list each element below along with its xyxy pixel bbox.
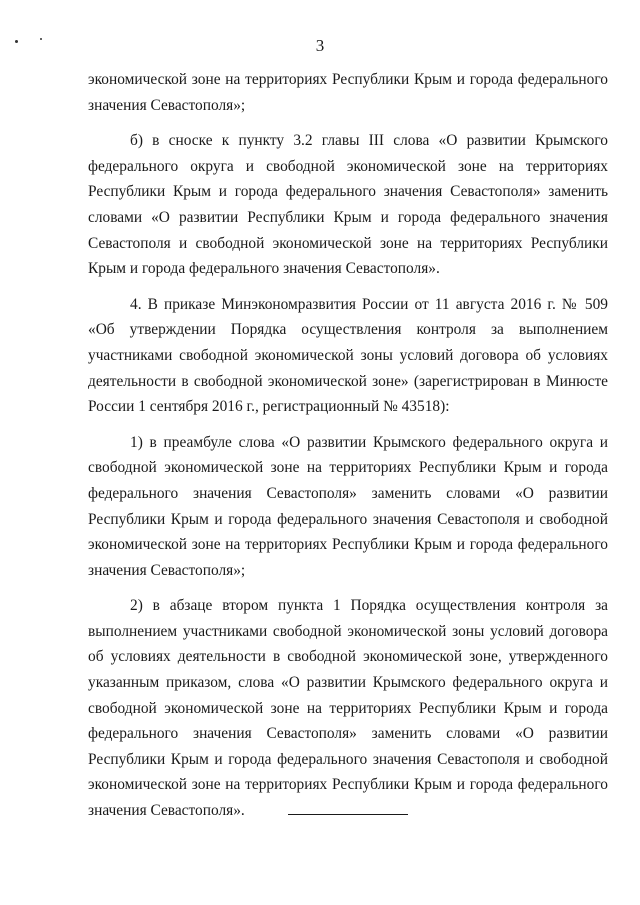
- paragraph-continuation: экономической зоне на территориях Республики Крым и города федерального значения Севастополя»;: [88, 71, 608, 114]
- paragraph-item-b: б) в сноске к пункту 3.2 главы III слова «О развитии Крымского федерального округа и свободной экономической зоне на территориях Республики Крым и города федерального значения Севастополя» заменить словами «О развитии Республики Крым и города федерального значения Севастополя и свободной экономической зоне на территориях Республики Крым и города федерального значения Севастополя».: [88, 132, 608, 278]
- footer-divider: [288, 814, 408, 815]
- paragraph-item-1: 1) в преамбуле слова «О развитии Крымского федерального округа и свободной экономической зоне на территориях Республики Крым и города федерального значения Севастополя» заменить словами «О развитии Республики Крым и города федерального значения Севастополя и свободной экономической зоне на территориях Республики Крым и города федерального значения Севастополя»;: [88, 433, 608, 579]
- paragraph-item-2: 2) в абзаце втором пункта 1 Порядка осуществления контроля за выполнением участниками свободной экономической зоны условий договора об условиях деятельности в свободной экономической зоне, утвержденного указанным приказом, слова «О развитии Крымского федерального округа и свободной экономической зоне на территориях Республики Крым и города федерального значения Севастополя» заменить словами «О развитии Республики Крым и города федерального значения Севастополя и свободной экономической зоне на территориях Республики Крым и города федерального значения Севастополя».: [88, 597, 608, 820]
- document-body: [88, 67, 608, 824]
- paragraph-item-4: 4. В приказе Минэкономразвития России от 11 августа 2016 г. № 509 «Об утверждении Порядка осуществления контроля за выполнением участниками свободной экономической зоны условий договора об условиях деятельности в свободной экономической зоне» (зарегистрирован в Минюсте России 1 сентября 2016 г., регистрационный № 43518):: [88, 295, 608, 416]
- page-number: 3: [315, 36, 325, 55]
